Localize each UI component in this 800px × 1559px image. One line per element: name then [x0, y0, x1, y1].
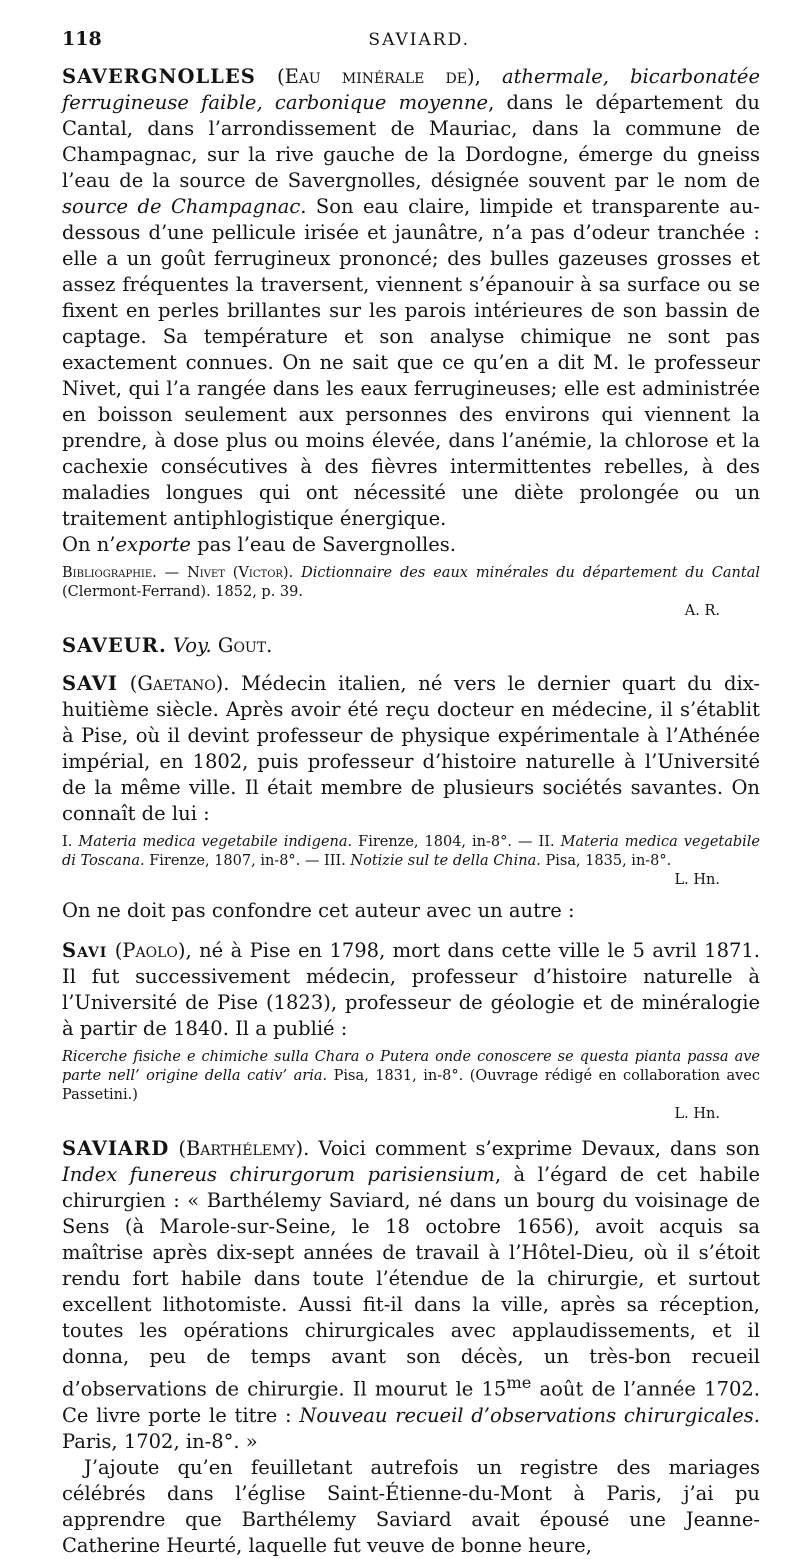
entry-body [62, 671, 760, 827]
bib-rest: (Clermont-Ferrand). 1852, p. 39. [62, 584, 303, 600]
bib-title: Dictionnaire des eaux minérales du département du Cantal [293, 565, 760, 581]
body-text: Médecin italien, né vers le dernier quart du dix-huitième siècle. Après avoir été reçu docteur en médecine, il s’établit à Pise, où il devint professeur de physique expérimentale à l’Athénée impérial, en 1802, puis professeur d’histoire naturelle à l’Université de la même ville. Il était membre de plusieurs sociétés savantes. On connaît de lui : [62, 672, 761, 825]
qualifier: (Gaetano). [129, 672, 230, 695]
works-list [62, 833, 760, 890]
entry-saveur [62, 633, 760, 659]
work-item: III. Notizie sul te della China. Pisa, 1835, in-8°. [324, 853, 672, 869]
index-title: Index funereus chirurgorum parisiensium [62, 1163, 495, 1186]
export-line: On n’exporte pas l’eau de Savergnolles. [62, 533, 456, 556]
signature: L. Hn. [674, 1106, 720, 1122]
bib-author: Nivet (Victor). [187, 565, 294, 581]
qualifier: (Paolo), [114, 939, 192, 962]
book-title: Nouveau recueil d’observations chirurgicales. [299, 1403, 761, 1427]
cross-reference: Gout. [217, 634, 273, 657]
entry-body: SAVIARD (Barthélemy). Voici comment s’exprime Devaux, dans son Index funereus chirurgorum parisiensium, à l’égard de cet habile chirurgien : « Barthélemy Saviard, né dans un bourg du voisinage de Sens (à Marole-sur-Seine, le 18 octobre 1656), avoit acquis sa maîtrise après dix-sept années de travail à l’Hôtel-Dieu, où il s’étoit rendu fort habile dans toute l’étendue de la chirurgie, et surtout excellent lithotomiste. Aussi fit-il dans la ville, après sa réception, toutes les opérations chirurgicales avec applaudissements, et il donna, peu de temps avant son décès, un très-bon recueil d’observations de chirurgie. Il mourut le $15^{me}$ août de l’année 1702. Ce livre porte le titre : Nouveau recueil d’observations chirurgicales. Paris, 1702, in-8°. » [62, 1137, 761, 1453]
bib-label: Bibliographie. [62, 565, 157, 581]
qualifier: (Eau minérale de) [276, 65, 475, 88]
source-name: source de Champagnac [62, 195, 301, 218]
entry-savi-paolo [62, 938, 760, 1124]
work-pub: Pisa, 1831, in-8°. (Ouvrage rédigé en collaboration avec Passetini.) [62, 1068, 760, 1103]
body-text: né à Pise en 1798, mort dans cette ville le 5 avril 1871. Il fut successivement médecin, professeur d’histoire naturelle à l’Université de Pise (1823), professeur de géologie et de minéralogie à partir de 1840. Il a publié : [62, 939, 760, 1040]
body-text: , dans le département du Cantal, dans l’arrondissement de Mauriac, dans la commune de Champagnac, sur la rive gauche de la Dordogne, émerge du gneiss l’eau de la source de Savergnolles, désignée souvent par le nom de [62, 91, 760, 192]
entry-paragraph: J’ajoute qu’en feuilletant autrefois un registre des mariages célébrés dans l’église Saint-Étienne-du-Mont à Paris, j’ai pu apprendre que Barthélemy Saviard avait épousé une Jeanne-Catherine Heurté, laquelle fut veuve de bonne heure, [62, 1455, 760, 1557]
headword: Savi [62, 939, 108, 962]
entry-saviard [62, 1136, 760, 1559]
entry-savi-gaetano [62, 671, 760, 924]
quote-text: , à l’égard de cet habile chirurgien : « Barthélemy Saviard, né dans un bourg du voisinage de Sens (à Marole-sur-Seine, le 18 octobre 1656), avoit acquis sa maîtrise après dix-sept années de travail à l’Hôtel-Dieu, où il s’étoit rendu fort habile dans toute l’étendue de la chirurgie, et surtout excellent lithotomiste. Aussi fit-il dans la ville, après sa réception, toutes les opérations chirurgicales avec applaudissements, et il donna, peu de temps avant son décès, un très-bon recueil d’observations de chirurgie. Il mourut le 15 [62, 1163, 760, 1401]
qualifier: (Barthélemy). [178, 1137, 310, 1160]
page-header [62, 28, 760, 62]
headword: SAVERGNOLLES [62, 65, 256, 88]
headword: SAVEUR. [62, 634, 167, 657]
headword: SAVI [62, 672, 119, 695]
body-text: . Son eau claire, limpide et transparente au-dessous d’une pellicule irisée et jaunâtre, n’a pas d’odeur tranchée : elle a un goût ferrugineux prononcé; des bulles gazeuses grosses et assez fréquentes la traversent, viennent s’épanouir à sa surface ou se fixent en perles brillantes sur les parois intérieures de son bassin de captage. Sa température et son analyse chimique ne sont pas exactement connues. On ne sait que ce qu’en a dit M. le professeur Nivet, qui l’a rangée dans les eaux ferrugineuses; elle est administrée en boisson seulement aux personnes des environs qui viennent la prendre, à dose plus ou moins élevée, dans l’anémie, la chlorose et la cachexie consécutives à des fièvres intermittentes rebelles, à des maladies longues qui ont nécessité une diète prolongée ou un traitement antiphlogistique énergique. [62, 195, 760, 530]
work-title: Ricerche fisiche e chimiche sulla Chara o Putera onde conoscere se questa pianta passa ave parte nell’ origine della cativ’ aria. [62, 1049, 760, 1084]
work-item: I. Materia medica vegetabile indigena. Firenze, 1804, in-8°. — [62, 834, 539, 850]
bibliography: Bibliographie. — Nivet (Victor). Dictionnaire des eaux minérales du département du Cantal (Clermont-Ferrand). 1852, p. 39. A. R. [62, 565, 760, 619]
entry-body: SAVERGNOLLES (Eau minérale de), athermale, bicarbonatée ferrugineuse faible, carbonique moyenne, dans le département du Cantal, dans l’arrondissement de Mauriac, dans la commune de Champagnac, sur la rive gauche de la Dordogne, émerge du gneiss l’eau de la source de Savergnolles, désignée souvent par le nom de source de Champagnac. Son eau claire, limpide et transparente au-dessous d’une pellicule irisée et jaunâtre, n’a pas d’odeur tranchée : elle a un goût ferrugineux prononcé; des bulles gazeuses grosses et assez fréquentes la traversent, viennent s’épanouir à sa surface ou se fixent en perles brillantes sur les parois intérieures de son bassin de captage. Sa température et son analyse chimique ne sont pas exactement connues. On ne sait que ce qu’en a dit M. le professeur Nivet, qui l’a rangée dans les eaux ferrugineuses; elle est administrée en boisson seulement aux personnes des environs qui viennent la prendre, à dose plus ou moins élevée, dans l’anémie, la chlorose et la cachexie consécutives à des fièvres intermittentes rebelles, à des maladies longues qui ont nécessité une diète prolongée ou un traitement antiphlogistique énergique. [62, 65, 760, 530]
see-label: Voy. [173, 634, 212, 657]
description: athermale, bicarbonatée ferrugineuse faible, carbonique moyenne [62, 65, 760, 114]
headword: SAVIARD [62, 1137, 170, 1160]
entry-body [62, 633, 760, 659]
page-number: 118 [62, 28, 102, 50]
note-line: On ne doit pas confondre cet auteur avec un autre : [62, 899, 575, 922]
works-list [62, 1048, 760, 1124]
entry-savergnolles [62, 64, 760, 621]
signature: L. Hn. [674, 872, 720, 888]
signature: A. R. [684, 603, 720, 619]
running-head: SAVIARD. [368, 30, 470, 50]
work-item: II. Materia medica vegetabile di Toscana. Firenze, 1807, in-8°. — [62, 834, 761, 869]
entry-body [62, 938, 760, 1042]
